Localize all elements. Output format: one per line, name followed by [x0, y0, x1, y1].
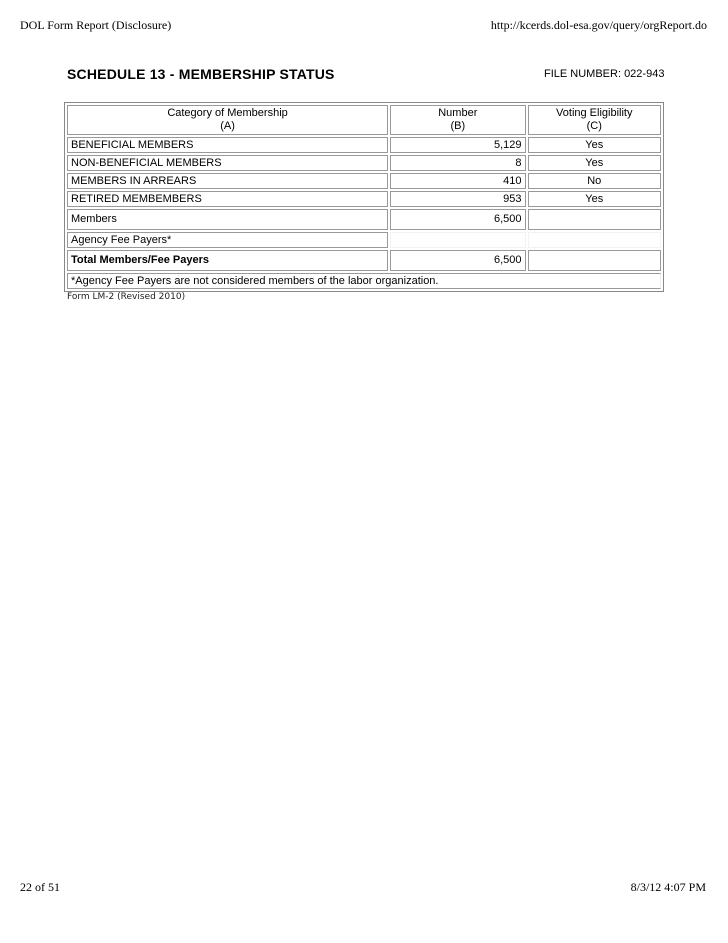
table-header-row	[67, 105, 661, 135]
table-row	[67, 137, 661, 153]
number-cell: 410	[390, 173, 525, 189]
total-row	[67, 250, 661, 271]
table-row	[67, 155, 661, 171]
members-label: Members	[67, 209, 388, 230]
table-row	[67, 173, 661, 189]
category-cell: RETIRED MEMBEMBERS	[67, 191, 388, 207]
total-voting-empty	[528, 250, 661, 271]
total-label: Total Members/Fee Payers	[67, 250, 388, 271]
category-cell: BENEFICIAL MEMBERS	[67, 137, 388, 153]
footnote-row	[67, 273, 661, 289]
number-cell: 8	[390, 155, 525, 171]
browser-header-title: DOL Form Report (Disclosure)	[20, 18, 172, 32]
file-number: FILE NUMBER: 022-943	[544, 68, 665, 80]
form-revision-note: Form LM-2 (Revised 2010)	[67, 292, 186, 302]
voting-cell: Yes	[528, 155, 661, 171]
footnote: *Agency Fee Payers are not considered members of the labor organization.	[67, 273, 661, 289]
category-cell: NON-BENEFICIAL MEMBERS	[67, 155, 388, 171]
total-number: 6,500	[390, 250, 525, 271]
print-timestamp: 8/3/12 4:07 PM	[630, 880, 706, 894]
col-header-voting: Voting Eligibility (C)	[528, 105, 661, 135]
number-cell: 953	[390, 191, 525, 207]
membership-table	[64, 102, 664, 292]
schedule-title: SCHEDULE 13 - MEMBERSHIP STATUS	[67, 66, 335, 82]
table-row	[67, 191, 661, 207]
category-cell: MEMBERS IN ARREARS	[67, 173, 388, 189]
number-cell: 5,129	[390, 137, 525, 153]
members-row	[67, 209, 661, 230]
members-voting-empty	[528, 209, 661, 230]
members-number: 6,500	[390, 209, 525, 230]
voting-cell: No	[528, 173, 661, 189]
agency-fee-row	[67, 232, 661, 248]
agency-fee-voting-empty	[528, 232, 661, 248]
col-header-category: Category of Membership (A)	[67, 105, 388, 135]
col-header-number: Number (B)	[390, 105, 525, 135]
browser-header-url: http://kcerds.dol-esa.gov/query/orgReport.do	[490, 18, 707, 32]
agency-fee-number-empty	[390, 232, 525, 248]
voting-cell: Yes	[528, 191, 661, 207]
agency-fee-label: Agency Fee Payers*	[67, 232, 388, 248]
page-counter: 22 of 51	[20, 880, 60, 894]
voting-cell: Yes	[528, 137, 661, 153]
